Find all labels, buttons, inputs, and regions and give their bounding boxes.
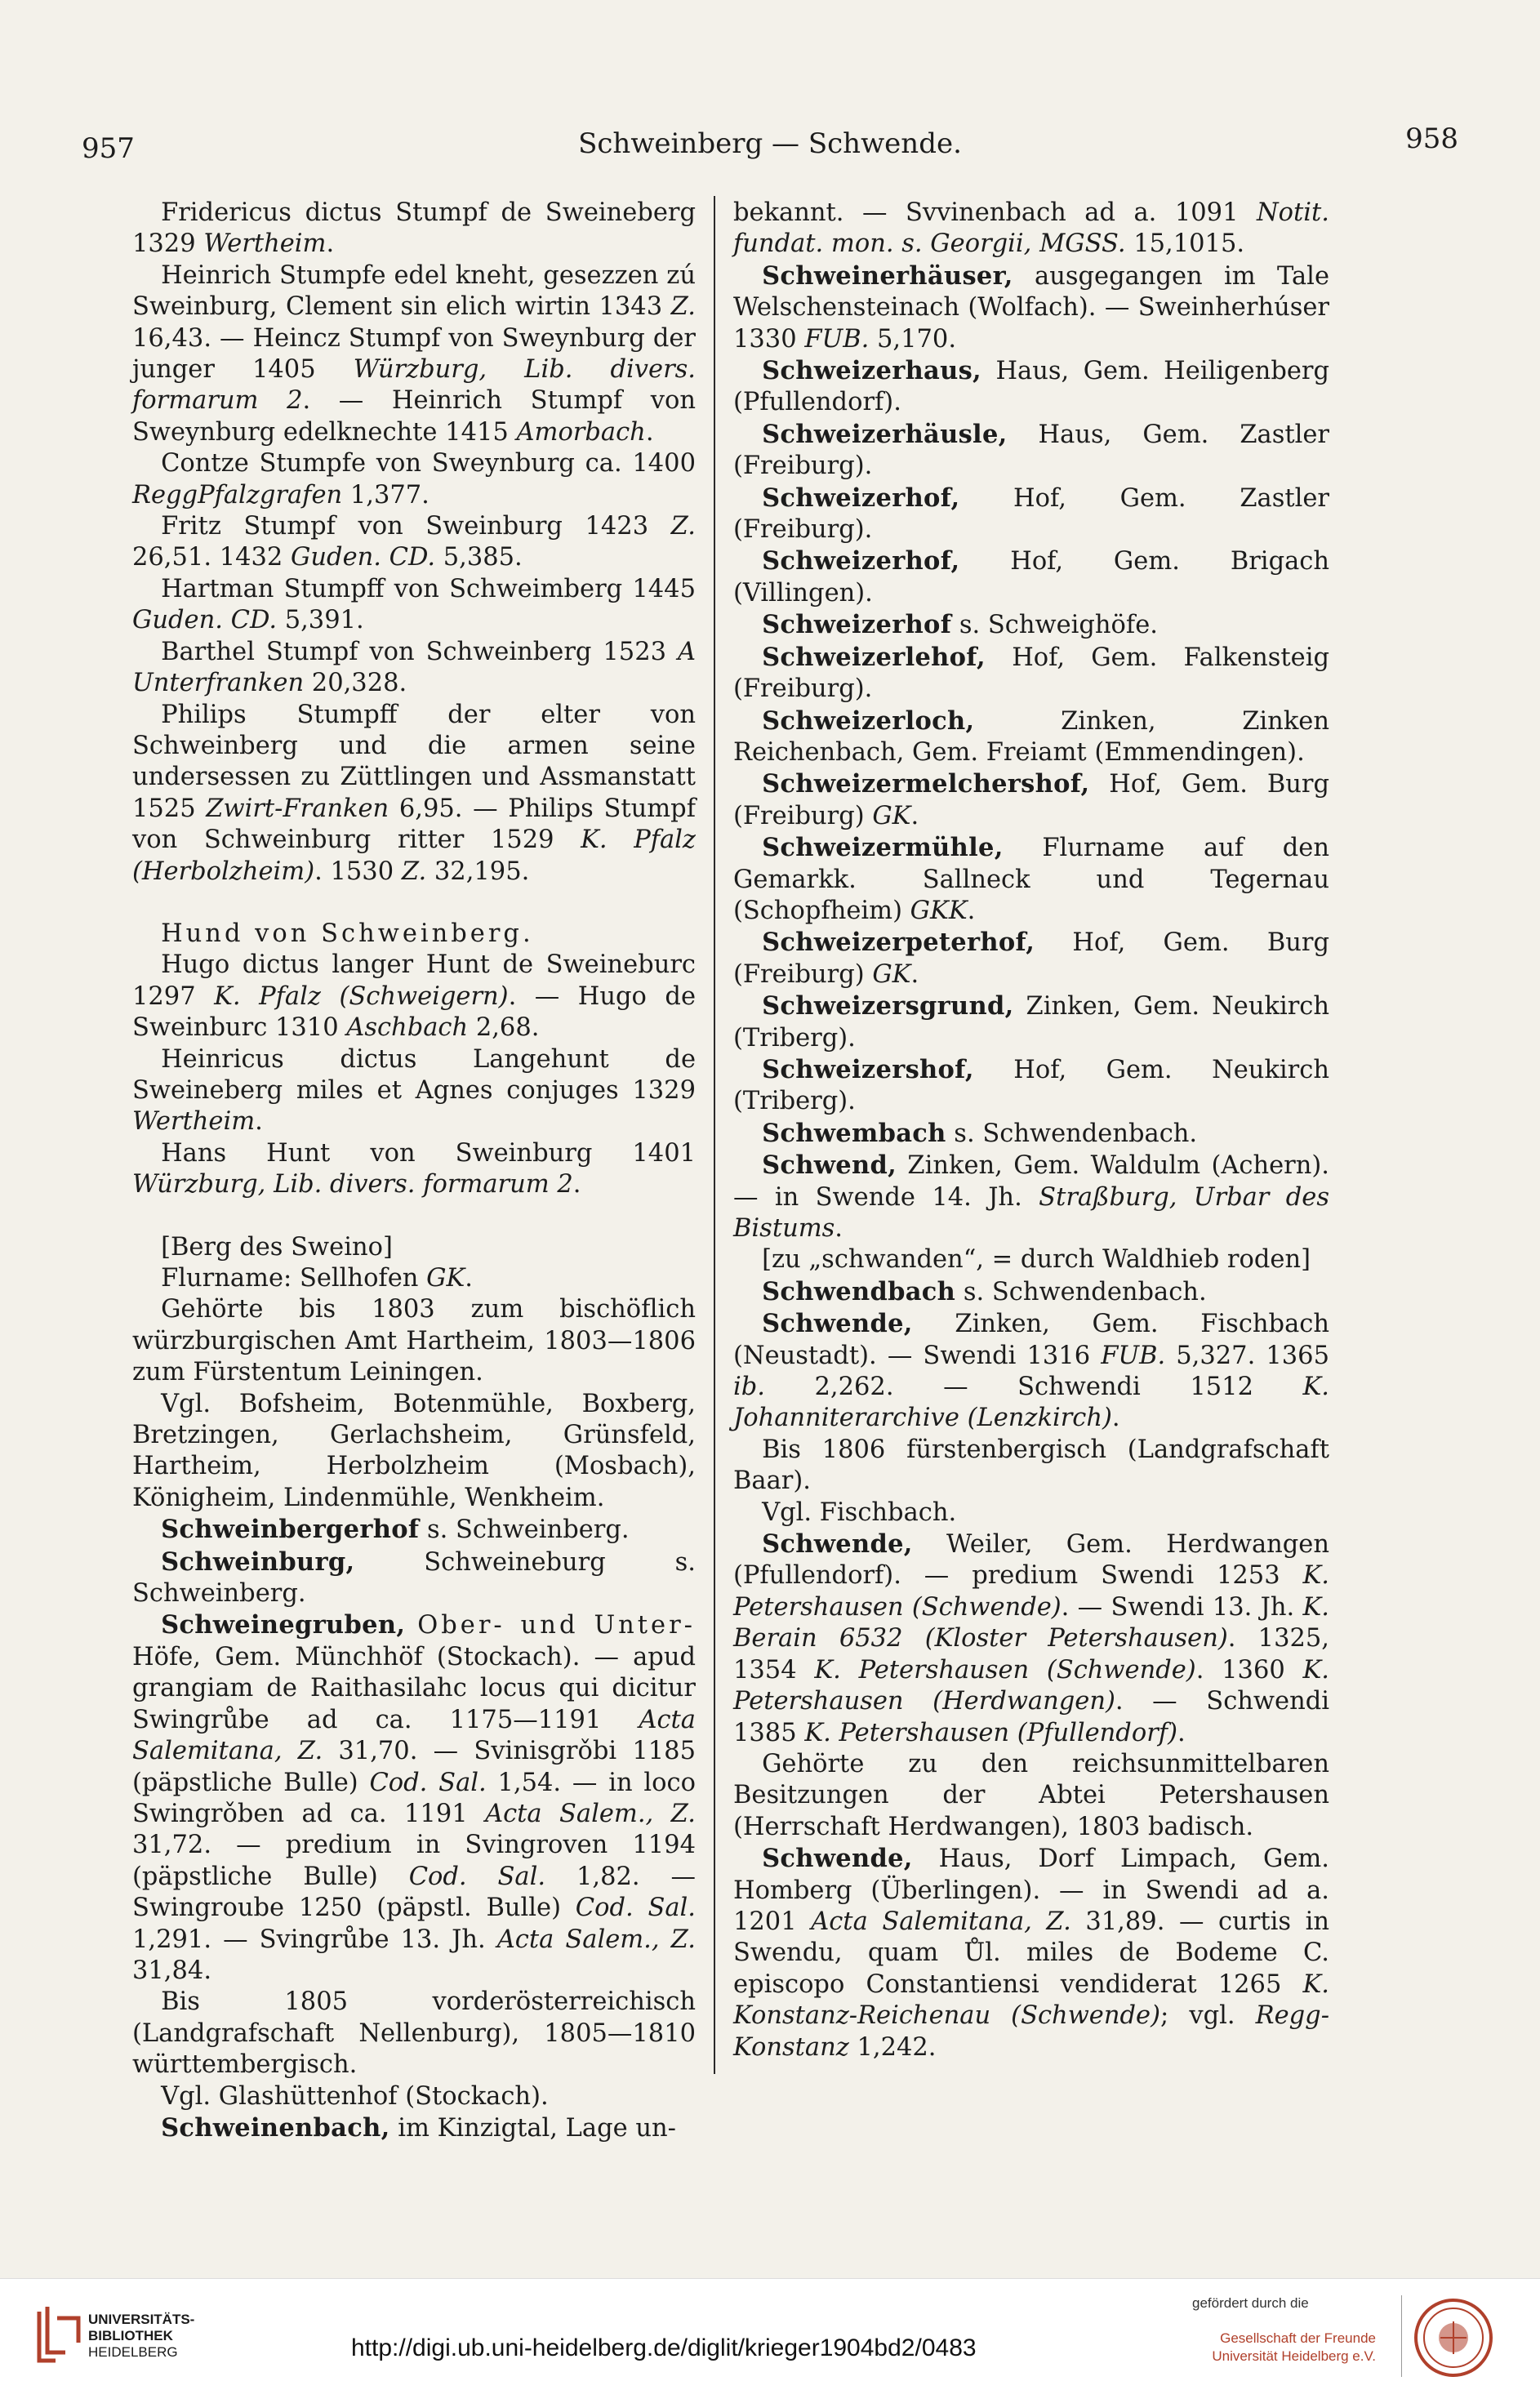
entry-paragraph: Hugo dictus langer Hunt de Sweineburc 1297 K. Pfalz (Schweigern). — Hugo de Sweinburc 1310 Aschbach 2,68. — [132, 950, 696, 1043]
entry-paragraph: Philips Stumpff der elter von Schweinberg und die armen seine undersessen zu Züttlingen und Assmanstatt 1525 Zwirt-Franken 6,95. — Philips Stumpf von Schweinburg ritter 1529 K. Pfalz (Herbolzheim). 1530 Z. 32,195. — [132, 700, 697, 886]
entry-paragraph: Schweizermühle, Flurname auf den Gemarkk. Sallneck und Tegernau (Schopfheim) GKK. — [733, 833, 1329, 925]
entry-paragraph: Heinrich Stumpfe edel kneht, gesezzen zú Sweinburg, Clement sin elich wirtin 1343 Z. 16,43. — Heincz Stumpf von Sweynburg der junger 1405 Würzburg, Lib. divers. formarum 2. — Heinrich Stumpf von Sweynburg edelknechte 1415 Amorbach. — [132, 260, 696, 447]
entry-paragraph: Barthel Stumpf von Schweinberg 1523 A Unterfranken 20,328. — [132, 637, 696, 698]
university-library-logo-icon — [33, 2303, 85, 2369]
entry-paragraph: Fritz Stumpf von Sweinburg 1423 Z. 26,51. 1432 Guden. CD. 5,385. — [132, 512, 696, 572]
entry-paragraph: bekannt. — Svvinenbach ad a. 1091 Notit. fundat. mon. s. Georgii, MGSS. 15,1015. — [733, 198, 1329, 259]
entry-paragraph: Schwend, Zinken, Gem. Waldulm (Achern). — in Swende 14. Jh. Straßburg, Urbar des Bistums. — [733, 1150, 1329, 1243]
entry-paragraph: Schwembach s. Schwendenbach. — [762, 1118, 1198, 1148]
entry-paragraph: Schweizermelchershof, Hof, Gem. Burg (Freiburg) GK. — [733, 769, 1329, 830]
entry-paragraph: Vgl. Glashüttenhof (Stockach). — [161, 2081, 549, 2111]
permalink-url[interactable]: http://digi.ub.uni-heidelberg.de/diglit/krieger1904bd2/0483 — [351, 2334, 977, 2361]
entry-paragraph: Gehörte bis 1803 zum bischöflich würzburgischen Amt Hartheim, 1803—1806 zum Fürstentum Leiningen. — [132, 1295, 696, 1387]
right-column — [733, 198, 1329, 2063]
entry-paragraph: Fridericus dictus Stumpf de Sweineberg 1329 Wertheim. — [132, 198, 696, 259]
university-library-name: UNIVERSITÄTS- BIBLIOTHEK HEIDELBERG — [88, 2312, 195, 2360]
running-title: Schweinberg — Schwende. — [578, 127, 962, 160]
entry-paragraph: Vgl. Fischbach. — [762, 1498, 957, 1527]
entry-paragraph: Schwende, Haus, Dorf Limpach, Gem. Homberg (Überlingen). — in Swendi ad a. 1201 Acta Salemitana, Z. 31,89. — curtis in Swendu, quam Ůl. miles de Bodeme C. episcopo Constantiensi vendiderat 1265 K. Konstanz-Reichenau (Schwende); vgl. Regg-Konstanz 1,242. — [733, 1844, 1330, 2062]
footer-divider — [1401, 2295, 1402, 2377]
entry-paragraph: Heinricus dictus Langehunt de Sweineberg miles et Agnes conjuges 1329 Wertheim. — [132, 1044, 696, 1137]
paragraph-gap — [132, 1201, 696, 1232]
left-column — [132, 198, 696, 2144]
society-name: Gesellschaft der Freunde Universität Heidelberg e.V. — [1212, 2330, 1376, 2364]
funded-by-label: gefördert durch die — [1192, 2295, 1309, 2311]
entry-paragraph: Schweizersgrund, Zinken, Gem. Neukirch (Triberg). — [733, 991, 1329, 1053]
entry-paragraph: Bis 1805 vorderösterreichisch (Landgrafschaft Nellenburg), 1805—1810 württembergisch. — [132, 1987, 696, 2080]
entry-paragraph: Schweizerlehof, Hof, Gem. Falkensteig (Freiburg). — [733, 642, 1329, 704]
page-number-left: 957 — [82, 132, 135, 165]
entry-paragraph: Vgl. Bofsheim, Botenmühle, Boxberg, Bretzingen, Gerlachsheim, Grünsfeld, Hartheim, Herbolzheim (Mosbach), Königheim, Lindenmühle, Wenkheim. — [132, 1389, 696, 1512]
entry-paragraph: Hans Hunt von Sweinburg 1401 Würzburg, Lib. divers. formarum 2. — [132, 1138, 696, 1199]
entry-paragraph: Bis 1806 fürstenbergisch (Landgrafschaft Baar). — [733, 1435, 1329, 1496]
entry-paragraph: Schwende, Zinken, Gem. Fischbach (Neustadt). — Swendi 1316 FUB. 5,327. 1365 ib. 2,262. — Schwendi 1512 K. Johanniterarchive (Lenzkirch). — [733, 1309, 1329, 1433]
entry-paragraph: [zu „schwanden“, = durch Waldhieb roden] — [762, 1245, 1311, 1275]
entry-paragraph: Schweinburg, Schweineburg s. Schweinberg. — [132, 1547, 696, 1609]
entry-paragraph: Contze Stumpfe von Sweynburg ca. 1400 ReggPfalzgrafen 1,377. — [132, 449, 696, 510]
entry-paragraph: Schweizerloch, Zinken, Zinken Reichenbach, Gem. Freiamt (Emmendingen). — [733, 705, 1329, 767]
entry-paragraph: Hund von Schweinberg. — [161, 919, 534, 948]
entry-paragraph: Schweinegruben, Ober- und Unter- Höfe, Gem. Münchhöf (Stockach). — apud grangiam de Raithasilahc locus qui dicitur Swingrůbe ad ca. 1175—1191 Acta Salemitana, Z. 31,70. — Svinisgrǒbi 1185 (päpstliche Bulle) Cod. Sal. 1,54. — in loco Swingrǒben ad ca. 1191 Acta Salem., Z. 31,72. — predium in Svingroven 1194 (päpstliche Bulle) Cod. Sal. 1,82. — Swingroube 1250 (päpstl. Bulle) Cod. Sal. 1,291. — Svingrůbe 13. Jh. Acta Salem., Z. 31,84. — [132, 1610, 697, 1985]
entry-paragraph: Schweizershof, Hof, Gem. Neukirch (Triberg). — [733, 1054, 1329, 1116]
entry-paragraph: Schweizerpeterhof, Hof, Gem. Burg (Freiburg) GK. — [733, 928, 1329, 989]
entry-paragraph: Schwende, Weiler, Gem. Herdwangen (Pfullendorf). — predium Swendi 1253 K. Petershausen (Schwende). — Swendi 13. Jh. K. Berain 6532 (Kloster Petershausen). 1325, 1354 K. Petershausen (Schwende). 1360 K. Petershausen (Herdwangen). — Schwendi 1385 K. Petershausen (Pfullendorf). — [733, 1529, 1329, 1747]
entry-paragraph: Hartman Stumpff von Schweimberg 1445 Guden. CD. 5,391. — [132, 574, 696, 635]
entry-paragraph: Schweizerhof, Hof, Gem. Brigach (Villingen). — [733, 546, 1329, 608]
entry-paragraph: Flurname: Sellhofen GK. — [161, 1264, 473, 1293]
entry-paragraph: Schweizerhaus, Haus, Gem. Heiligenberg (Pfullendorf). — [733, 356, 1329, 417]
entry-paragraph: Schweinbergerhof s. Schweinberg. — [161, 1515, 630, 1545]
paragraph-gap — [132, 888, 696, 919]
column-divider — [714, 196, 715, 2074]
footer-bar — [0, 2278, 1540, 2390]
entry-paragraph: Schweizerhof, Hof, Gem. Zastler (Freiburg). — [733, 483, 1329, 545]
entry-paragraph: Schwendbach s. Schwendenbach. — [762, 1276, 1207, 1306]
society-seal-icon — [1413, 2297, 1494, 2379]
entry-paragraph: Schweinenbach, im Kinzigtal, Lage un- — [161, 2112, 676, 2143]
page-header — [82, 122, 1458, 163]
entry-paragraph: Schweizerhäusle, Haus, Gem. Zastler (Freiburg). — [733, 419, 1329, 481]
entry-paragraph: Gehörte zu den reichsunmittelbaren Besitzungen der Abtei Petershausen (Herrschaft Herdwangen), 1803 badisch. — [733, 1749, 1329, 1841]
entry-paragraph: Schweinerhäuser, ausgegangen im Tale Welschensteinach (Wolfach). — Sweinherhúser 1330 FUB. 5,170. — [733, 260, 1329, 354]
entry-paragraph: Schweizerhof s. Schweighöfe. — [762, 610, 1158, 640]
page-number-right: 958 — [1405, 122, 1458, 155]
entry-paragraph: [Berg des Sweino] — [161, 1232, 393, 1262]
